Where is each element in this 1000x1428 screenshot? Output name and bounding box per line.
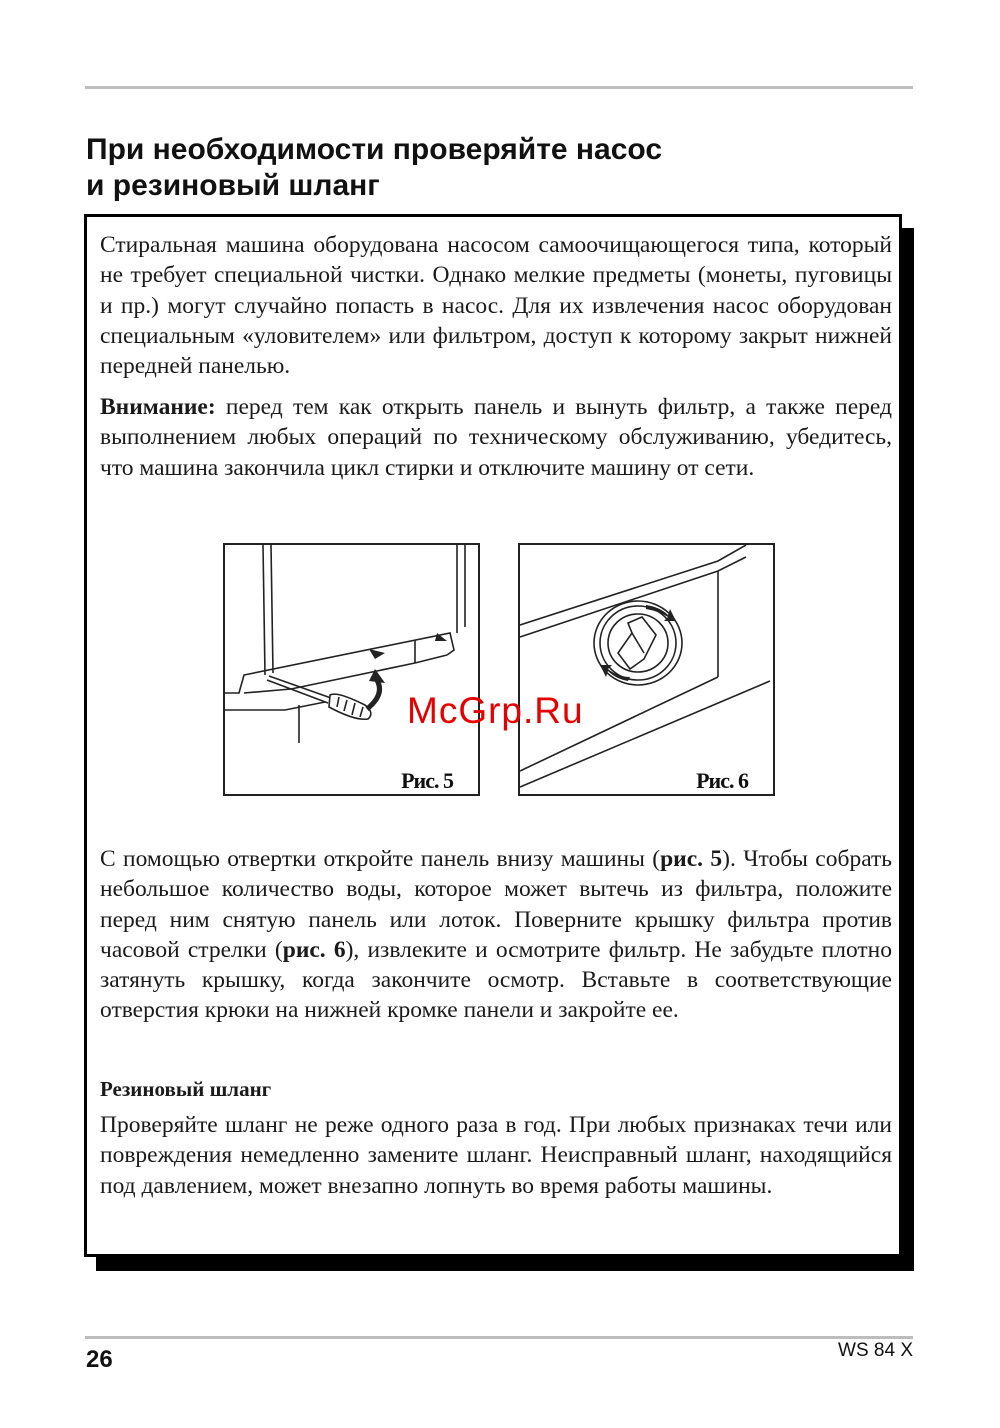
pump-filter-cap-illustration-icon [520, 545, 775, 796]
hose-heading: Резиновый шланг [100, 1077, 272, 1101]
intro-paragraph [100, 230, 892, 381]
instructions-text-3: ), извлеките и осмотрите фильтр. Не забудьте плотно затянуть крышку, когда закончите осмотр. Вставьте в соответствующие отверстия крюки на нижней кромке панели и закройте ее. [100, 936, 893, 1024]
warning-text: перед тем как открыть панель и вынуть фильтр, а также перед выполнением любых операций по техническому обслуживанию, убедитесь, что машина закончила цикл стирки и отключите машину от сети. [100, 394, 892, 481]
figure-6-reference: рис. 6 [282, 936, 346, 963]
title-line-1: При необходимости проверяйте насос [86, 133, 663, 166]
panel-screwdriver-illustration-icon [225, 545, 480, 796]
figure-5-reference: рис. 5 [660, 846, 723, 872]
instructions-text-1: С помощью отвертки откройте панель внизу машины ( [100, 846, 661, 872]
page-number: 26 [86, 1346, 113, 1373]
hose-paragraph [100, 1110, 892, 1201]
warning-paragraph [100, 392, 892, 483]
hose-text: Проверяйте шланг не реже одного раза в год. При любых признаках течи или повреждения немедленно замените шланг. Неисправный шланг, находящийся под давлением, может внезапно лопнуть во время работы машины. [100, 1112, 892, 1199]
figure-6 [518, 543, 775, 796]
bottom-divider [85, 1336, 913, 1339]
intro-text: Стиральная машина оборудована насосом самоочищающегося типа, который не требует специальной чистки. Однако мелкие предметы (монеты, пуговицы и пр.) могут случайно попасть в насос. Для их извлечения насос оборудован специальным «уловителем» или фильтром, доступ к которому закрыт нижней передней панелью. [100, 232, 892, 380]
model-name: WS 84 X [838, 1340, 913, 1361]
instructions-text-2: ). Чтобы собрать небольшое количество воды, которое может вытечь из фильтра, положите перед ним снятую панель или лоток. Поверните крышку фильтра против часовой стрелки ( [100, 846, 893, 963]
top-divider [85, 86, 913, 89]
warning-label: Внимание: [100, 394, 216, 420]
title-line-2: и резиновый шланг [86, 169, 380, 202]
watermark: McGrp.Ru [407, 690, 584, 731]
instructions-paragraph [100, 844, 892, 1026]
figure-5-caption: Рис. 5 [401, 768, 453, 793]
page-title [86, 132, 662, 204]
figure-5 [223, 543, 480, 796]
figure-6-caption: Рис. 6 [696, 768, 748, 793]
